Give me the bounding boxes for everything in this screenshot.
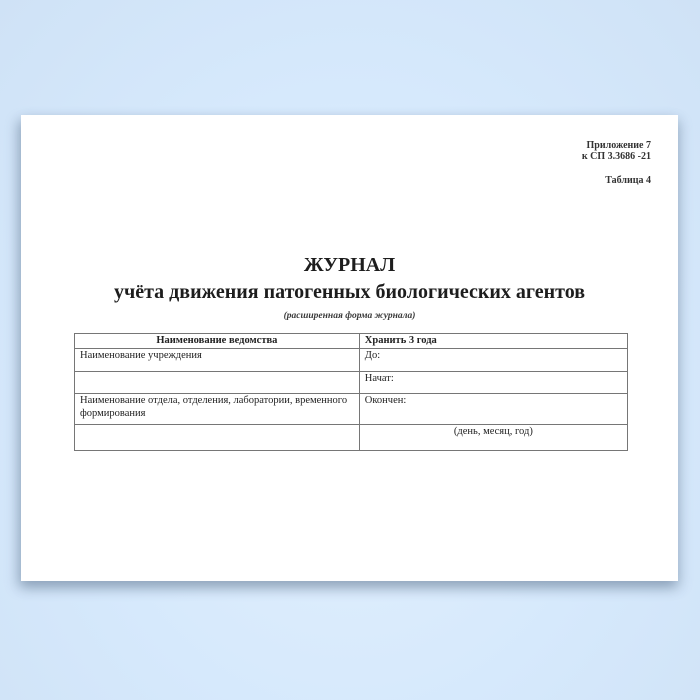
form-variant-note: (расширенная форма журнала) xyxy=(283,311,416,321)
cell-empty-2 xyxy=(75,425,360,451)
appendix-line-2: к СП 3.3686 -21 xyxy=(581,150,651,162)
appendix-line-1: Приложение 7 xyxy=(586,140,651,151)
table-row-date-note xyxy=(75,425,628,451)
cell-finished: Окончен: xyxy=(359,394,627,425)
cell-date-format-note: (день, месяц, год) xyxy=(359,425,627,451)
header-cell-agency-name: Наименование ведомства xyxy=(75,334,360,349)
header-cell-retention: Хранить 3 года xyxy=(359,334,627,349)
cell-started: Начат: xyxy=(359,372,627,394)
form-table xyxy=(74,333,628,451)
document-title-line-1: ЖУРНАЛ xyxy=(303,254,396,276)
document-page xyxy=(21,115,678,581)
document-title-line-2: учёта движения патогенных биологических агентов xyxy=(113,281,586,303)
table-header-row xyxy=(75,334,628,349)
title-block xyxy=(21,252,678,321)
table-row-started xyxy=(75,372,628,394)
cell-department-name: Наименование отдела, отделения, лаборатории, временного формирования xyxy=(75,394,360,425)
table-reference: Таблица 4 xyxy=(605,175,651,186)
cell-empty-1 xyxy=(75,372,360,394)
table-row-institution xyxy=(75,349,628,372)
table-row-department xyxy=(75,394,628,425)
cell-institution-name: Наименование учреждения xyxy=(75,349,360,372)
cell-until: До: xyxy=(359,349,627,372)
appendix-note xyxy=(582,141,651,187)
